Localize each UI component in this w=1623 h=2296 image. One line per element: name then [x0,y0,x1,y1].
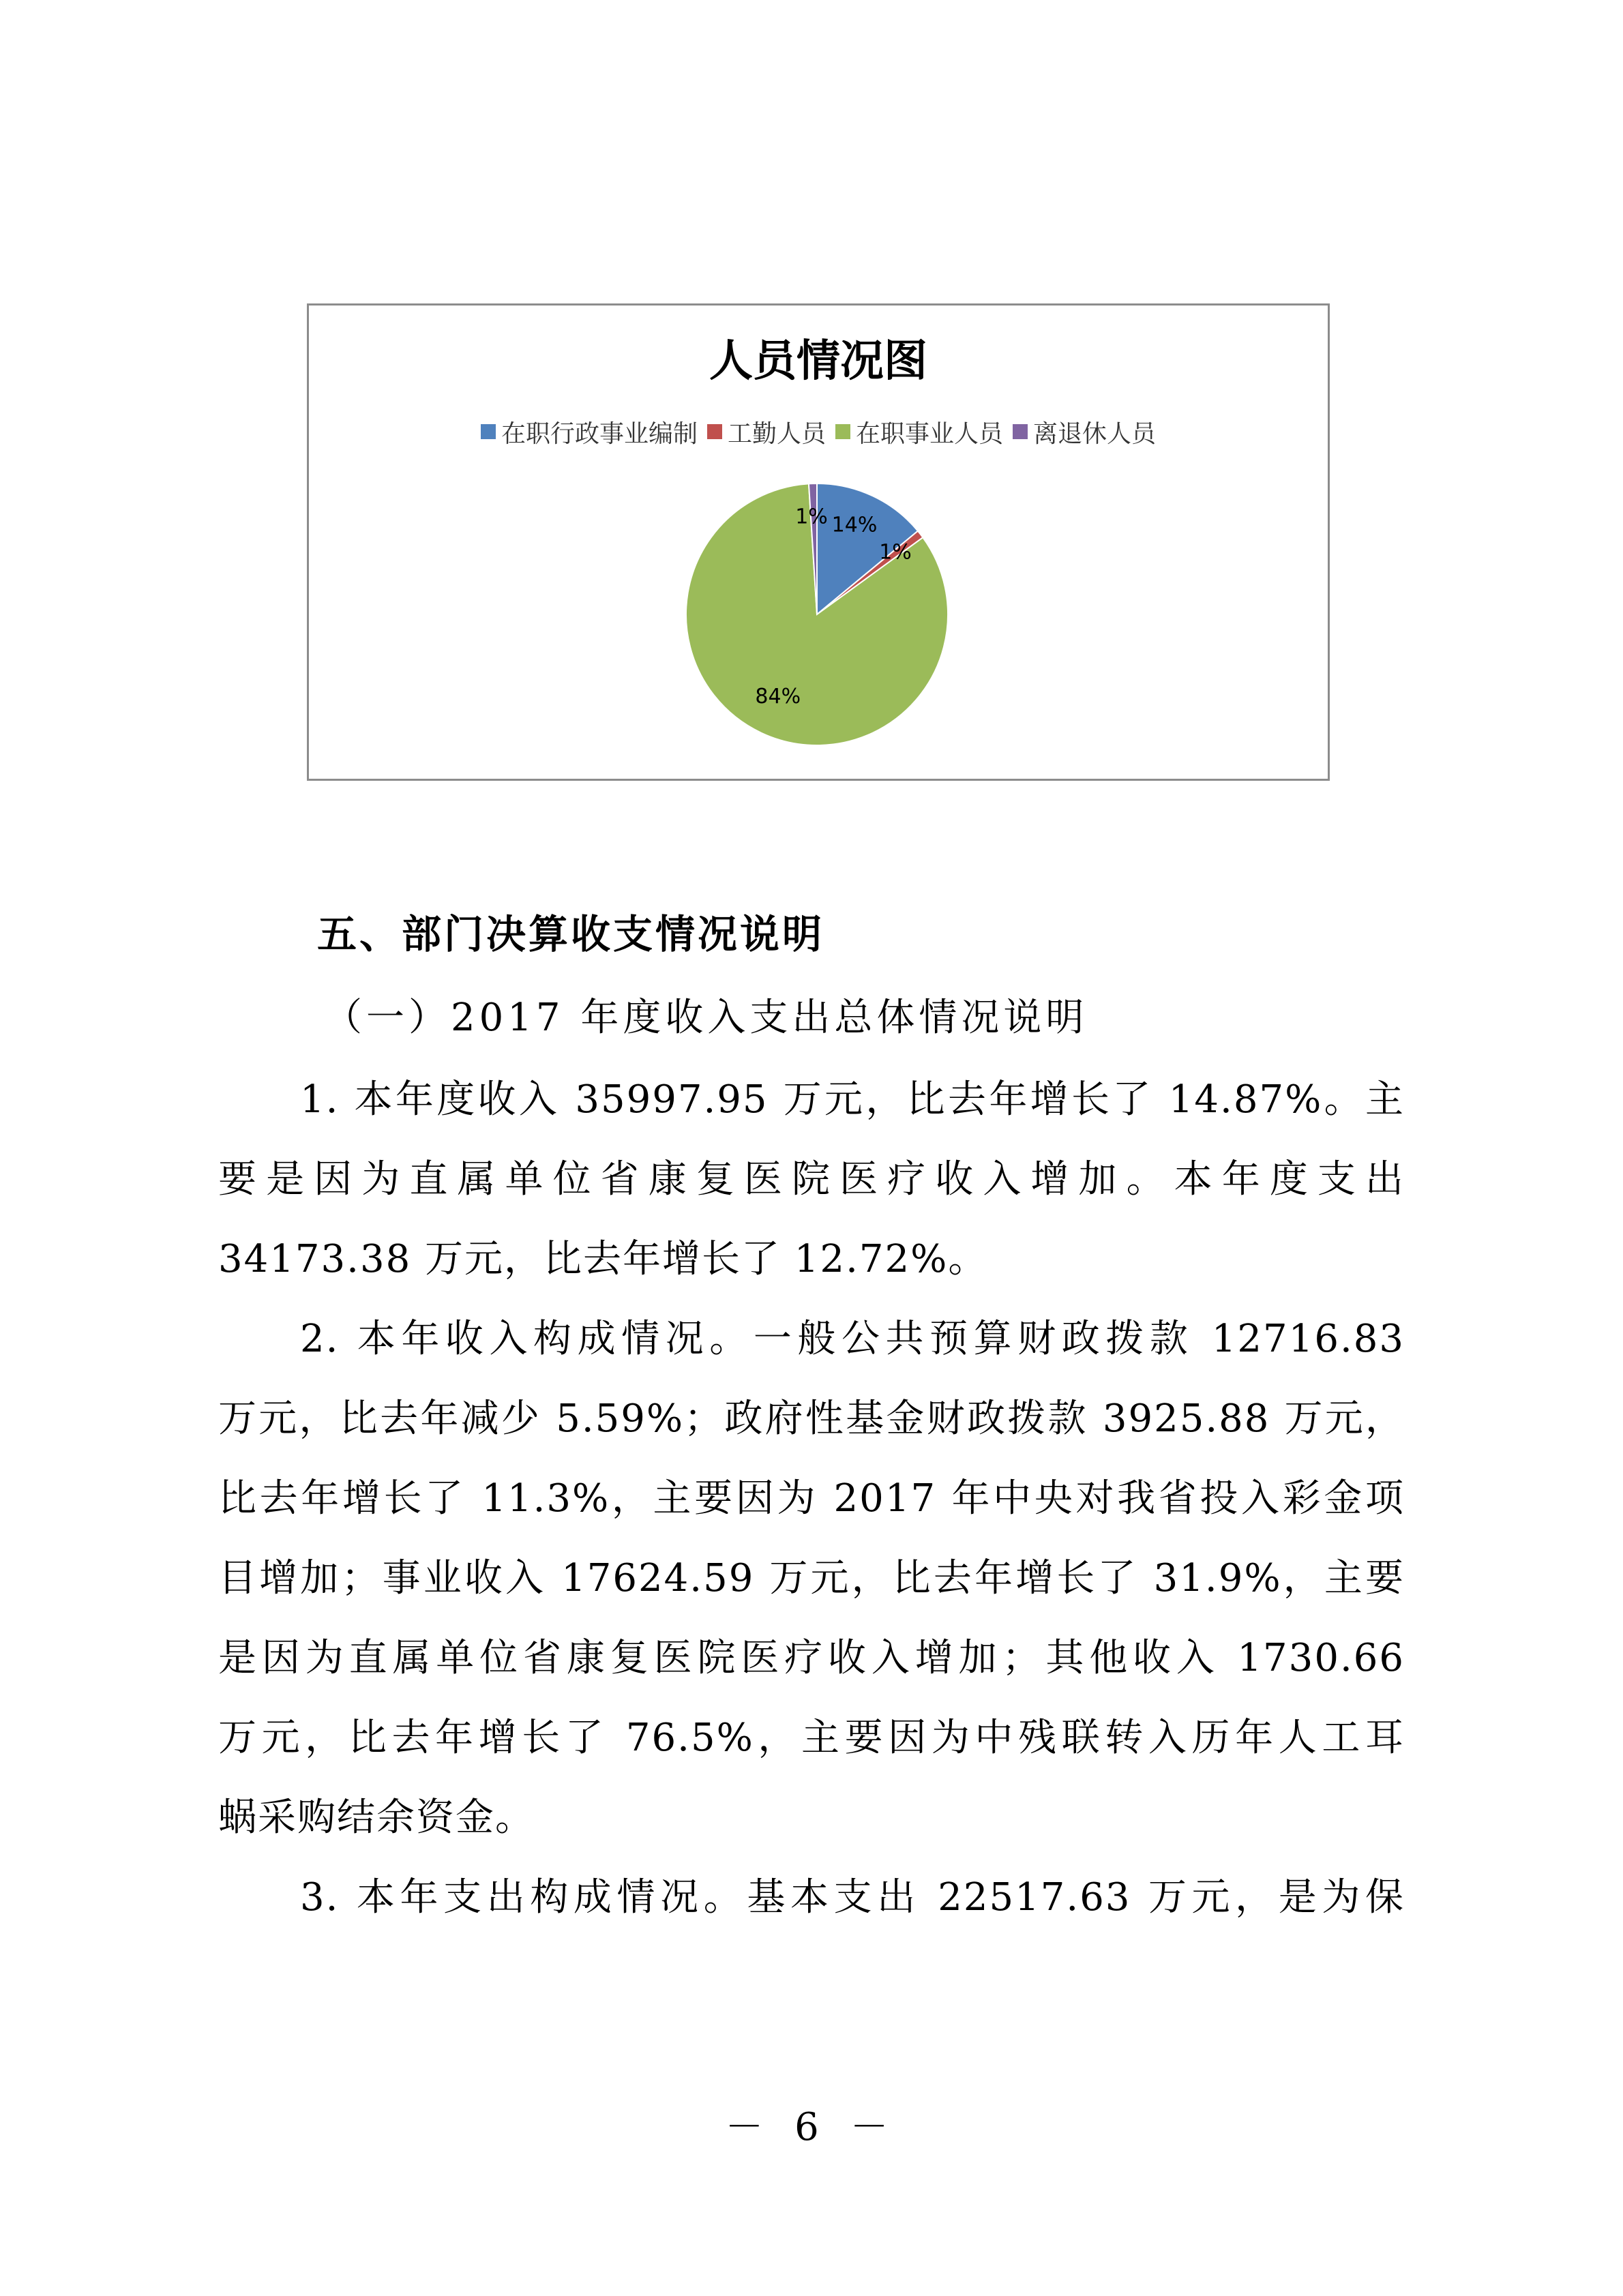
pie-chart [309,305,1332,783]
legend-label: 工勤人员 [727,419,826,448]
page-number: － 6 － [725,2105,898,2149]
legend-label: 在职事业人员 [856,419,1004,448]
paragraph-line: 1. 本年度收入 35997.95 万元，比去年增长了 14.87%。主 [300,1077,1405,1122]
paragraph-line: 是因为直属单位省康复医院医疗收入增加；其他收入 1730.66 [218,1636,1405,1680]
section-heading: 五、部门决算收支情况说明 [317,911,825,957]
paragraph-line: 3. 本年支出构成情况。基本支出 22517.63 万元，是为保 [300,1875,1405,1920]
pie-data-label-3: 1% [795,505,828,529]
paragraph-line: 要是因为直属单位省康复医院医疗收入增加。本年度支出 [218,1157,1405,1202]
paragraph-line: 蜗采购结余资金。 [218,1795,535,1840]
pie-data-label-0: 14% [831,513,878,537]
paragraph-line: 万元，比去年增长了 76.5%，主要因为中残联转入历年人工耳 [218,1716,1405,1760]
legend-label: 在职行政事业编制 [501,419,698,448]
section-subheading: （一）2017 年度收入支出总体情况说明 [324,996,1088,1040]
paragraph-line: 34173.38 万元，比去年增长了 12.72%。 [218,1237,988,1281]
paragraph-line: 比去年增长了 11.3%，主要因为 2017 年中央对我省投入彩金项 [218,1476,1405,1521]
pie-data-label-1: 1% [879,540,912,565]
paragraph-line: 万元，比去年减少 5.59%；政府性基金财政拨款 3925.88 万元， [218,1397,1405,1441]
paragraph-line: 目增加；事业收入 17624.59 万元，比去年增长了 31.9%，主要 [218,1556,1405,1600]
chart-frame [307,303,1330,781]
legend-label: 离退休人员 [1033,419,1157,448]
chart-title: 人员情况图 [709,336,927,387]
pie-data-label-2: 84% [755,685,801,709]
paragraph-line: 2. 本年收入构成情况。一般公共预算财政拨款 12716.83 [300,1317,1405,1361]
